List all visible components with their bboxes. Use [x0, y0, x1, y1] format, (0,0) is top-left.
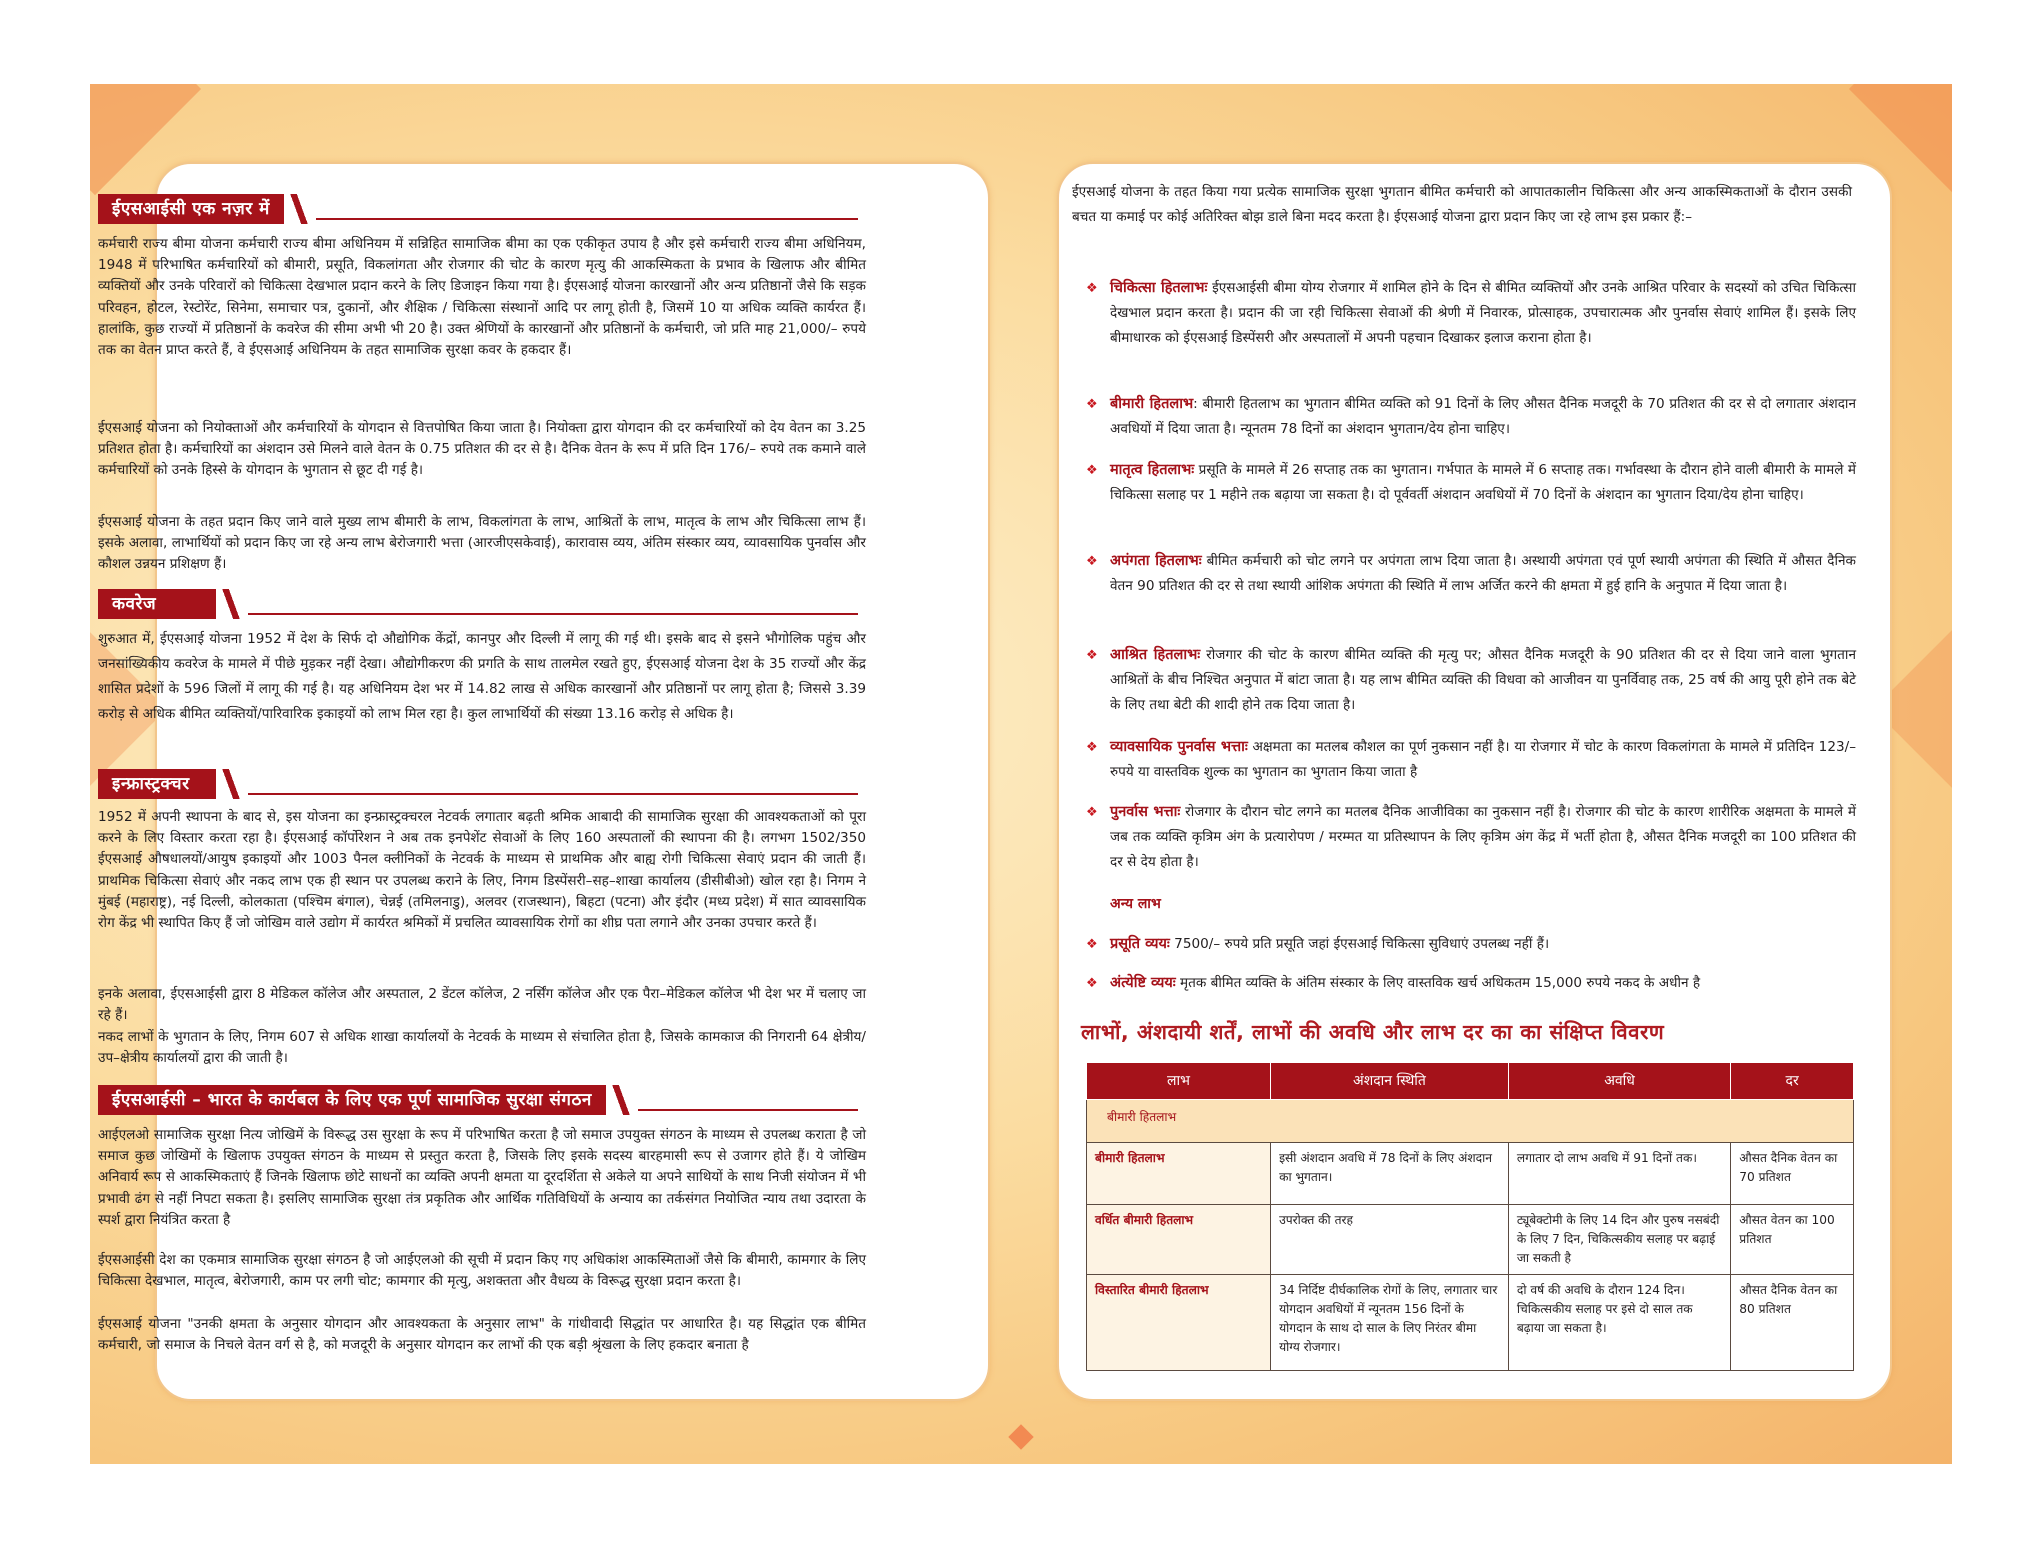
other-benefit-confinement	[1086, 932, 1856, 957]
heading-slash-decoration	[220, 589, 242, 619]
section-heading-overview	[98, 194, 858, 224]
diamond-bullet-icon: ❖	[1086, 648, 1098, 663]
diamond-bullet-icon: ❖	[1086, 805, 1098, 820]
other-benefit-funeral	[1086, 971, 1856, 996]
diamond-bullet-icon: ❖	[1086, 740, 1098, 755]
benefit-title: अपंगता हितलाभः	[1110, 553, 1202, 569]
benefit-text: अक्षमता का मतलब कौशल का पूर्ण नुकसान नहीं है। या रोजगार में चोट के कारण विकलांगता के मामले में प्रतिदिन 123/– रुपये या वास्तविक शुल्क का भुगतान का भुगतान किया जाता है	[1110, 739, 1856, 780]
table-cell: बीमारी हितलाभ	[1087, 1143, 1271, 1205]
coverage-paragraph: शुरुआत में, ईएसआई योजना 1952 में देश के सिर्फ दो औद्योगिक केंद्रों, कानपुर और दिल्ली में लागू की गई थी। इसके बाद से इसने भौगोलिक पहुंच और जनसांख्यिकीय कवरेज के मामले में पीछे मुड़कर नहीं देखा। औद्योगीकरण की प्रगति के साथ तालमेल रखते हुए, ईएसआई योजना देश के 35 राज्यों और केंद्र शासित प्रदेशों के 596 जिलों में लागू की गई है। यह अधिनियम देश भर में 14.82 लाख से अधिक कारखानों और प्रतिष्ठानों पर लागू होता है; जिससे 3.39 करोड़ से अधिक बीमित व्यक्तियों/पारिवारिक इकाइयों को लाभ मिल रहा है। कुल लाभार्थियों की संख्या 13.16 करोड़ से अधिक है।	[98, 631, 866, 722]
table-cell: दो वर्ष की अवधि के दौरान 124 दिन। चिकित्सकीय सलाह पर इसे दो साल तक बढ़ाया जा सकता है।	[1508, 1275, 1730, 1371]
heading-rule	[316, 218, 858, 220]
benefit-item-disablement	[1086, 549, 1856, 599]
benefit-item-dependants	[1086, 643, 1856, 718]
section-heading-infrastructure	[98, 769, 858, 799]
table-row	[1087, 1205, 1854, 1275]
benefit-title: व्यावसायिक पुनर्वास भत्ताः	[1110, 739, 1248, 755]
diamond-bullet-icon: ❖	[1086, 554, 1098, 569]
benefit-title: आश्रित हितलाभः	[1110, 647, 1201, 663]
benefit-item-vocational-rehab	[1086, 735, 1856, 785]
column-header: अंशदान स्थिति	[1271, 1063, 1509, 1100]
benefit-text: ईएसआईसी बीमा योग्य रोजगार में शामिल होने के दिन से बीमित व्यक्तियों और उनके आश्रित परिवार के सदस्यों को उचित चिकित्सा देखभाल प्रदान करता है। प्रदान की जा रही चिकित्सा सेवाओं की श्रेणी में निवारक, प्रोत्साहक, उपचारात्मक और पुनर्वास सेवाएं शामिल हैं। इसके लिए बीमाधारक को ईएसआई डिस्पेंसरी और अस्पतालों में अपनी पहचान दिखाकर इलाज कराना होता है।	[1110, 280, 1856, 346]
heading-label: कवरेज	[98, 589, 216, 619]
table-header-row	[1087, 1063, 1854, 1100]
table-cell: 34 निर्दिष्ट दीर्घकालिक रोगों के लिए, लगातार चार योगदान अवधियों में न्यूनतम 156 दिनों के योगदान के साथ दो साल के लिए निरंतर बीमा योग्य रोजगार।	[1271, 1275, 1509, 1371]
diamond-bullet-icon: ❖	[1086, 463, 1098, 478]
overview-paragraph-3: ईएसआई योजना के तहत प्रदान किए जाने वाले मुख्य लाभ बीमारी के लाभ, विकलांगता के लाभ, आश्रितों के लाभ, मातृत्व के लाभ और चिकित्सा लाभ हैं। इसके अलावा, लाभार्थियों को प्रदान किए जा रहे अन्य लाभ बेरोजगारी भत्ता (आरजीएसकेवाई), कारावास व्यय, अंतिम संस्कार व्यय, व्यावसायिक पुनर्वास और कौशल उन्नयन प्रशिक्षण हैं।	[98, 514, 866, 573]
benefit-title: प्रसूति व्ययः	[1110, 936, 1170, 952]
heading-label: ईएसआईसी – भारत के कार्यबल के लिए एक पूर्ण सामाजिक सुरक्षा संगठन	[98, 1085, 606, 1115]
group-label: बीमारी हितलाभ	[1087, 1100, 1854, 1143]
social-security-paragraph-1: आईएलओ सामाजिक सुरक्षा नित्य जोखिमें के विरूद्ध उस सुरक्षा के रूप में परिभाषित करता है जो समाज उपयुक्त संगठन के माध्यम से उपलब्ध कराता है जो समाज कुछ जोखिमों के खिलाफ उपयुक्त संगठन के माध्यम से प्रस्तुत करता है, जिसके लिए इसके सदस्य बारहमासी रूप से उजागर होते हैं। ये जोखिम अनिवार्य रूप से आकस्मिकताएं हैं जिनके खिलाफ छोटे साधनों का व्यक्ति अपनी क्षमता या दूरदर्शिता से अकेले या अपने साथियों के साथ निजी संयोजन में भी प्रभावी ढंग से नहीं निपटा सकता है। इसलिए सामाजिक सुरक्षा तंत्र प्रकृतिक और आर्थिक गतिविधियों के अन्याय का तर्कसंगत नियोजित न्याय तथा उदारता के स्पर्श द्वारा नियंत्रित करता है	[98, 1127, 866, 1228]
benefit-title: चिकित्सा हितलाभः	[1110, 280, 1208, 296]
column-header: अवधि	[1508, 1063, 1730, 1100]
heading-slash-decoration	[610, 1085, 632, 1115]
benefit-item-sickness	[1086, 392, 1856, 442]
infrastructure-paragraph-2: इनके अलावा, ईएसआईसी द्वारा 8 मेडिकल कॉलेज और अस्पताल, 2 डेंटल कॉलेज, 2 नर्सिंग कॉलेज और एक पैरा–मेडिकल कॉलेज भी देश भर में चलाए जा रहे हैं।	[98, 986, 866, 1024]
heading-rule	[248, 793, 858, 795]
diamond-bullet-icon: ❖	[1086, 397, 1098, 412]
section-heading-coverage	[98, 589, 858, 619]
benefit-text: बीमित कर्मचारी को चोट लगने पर अपंगता लाभ दिया जाता है। अस्थायी अपंगता एवं पूर्ण स्थायी अपंगता की स्थिति में औसत दैनिक वेतन 90 प्रतिशत की दर से तथा स्थायी आंशिक अपंगता की स्थिति में लाभ अर्जित करने की क्षमता में हुई हानि के अनुपात में दिया जाता है।	[1110, 553, 1856, 594]
social-security-paragraph-3: ईएसआई योजना "उनकी क्षमता के अनुसार योगदान और आवश्यकता के अनुसार लाभ" के गांधीवादी सिद्धांत पर आधारित है। यह सिद्धांत एक बीमित कर्मचारी, जो समाज के निचले वेतन वर्ग से है, को मजदूरी के अनुसार योगदान कर लाभों की एक बड़ी श्रृंखला के लिए हकदार बनाता है	[98, 1316, 866, 1354]
table-row	[1087, 1275, 1854, 1371]
diamond-bullet-icon: ❖	[1086, 281, 1098, 296]
section-heading-social-security	[98, 1085, 858, 1115]
benefit-text: मृतक बीमित व्यक्ति के अंतिम संस्कार के लिए वास्तविक खर्च अधिकतम 15,000 रुपये नकद के अधीन है	[1175, 975, 1701, 991]
benefit-title: पुनर्वास भत्ताः	[1110, 804, 1181, 820]
table-cell: औसत दैनिक वेतन का 80 प्रतिशत	[1731, 1275, 1854, 1371]
social-security-paragraph-2: ईएसआईसी देश का एकमात्र सामाजिक सुरक्षा संगठन है जो आईएलओ की सूची में प्रदान किए गए अधिकांश आकस्मिताओं जैसे कि बीमारी, कामगार के लिए चिकित्सा देखभाल, मातृत्व, बेरोजगारी, काम पर लगी चोट; कामगार की मृत्यु, अशक्तता और वैधव्य के विरूद्ध सुरक्षा प्रदान करता है।	[98, 1252, 866, 1290]
overview-paragraph-1: कर्मचारी राज्य बीमा योजना कर्मचारी राज्य बीमा अधिनियम में सन्निहित सामाजिक बीमा का एक एकीकृत उपाय है और इसे कर्मचारी राज्य बीमा अधिनियम, 1948 में परिभाषित कर्मचारियों को बीमारी, प्रसूति, विकलांगता और रोजगार की चोट के कारण मृत्यु की आकस्मिकता के प्रभाव के खिलाफ और बीमित व्यक्तियों और उनके परिवारों को चिकित्सा देखभाल प्रदान करने के लिए डिजाइन किया गया है। ईएसआई योजना कारखानों और अन्य प्रतिष्ठानों जैसे कि सड़क परिवहन, होटल, रेस्टोरेंट, सिनेमा, समाचार पत्र, दुकानों, और शैक्षिक / चिकित्सा संस्थानों आदि पर लागू होती है, जिसमें 10 या अधिक व्यक्ति कार्यरत हैं। हालांकि, कुछ राज्यों में प्रतिष्ठानों के कवरेज की सीमा अभी भी 20 है। उक्त श्रेणियों के कारखानों और प्रतिष्ठानों के कर्मचारी, जो प्रति माह 21,000/– रुपये तक का वेतन प्राप्त करते हैं, वे ईएसआई अधिनियम के तहत सामाजिक सुरक्षा कवर के हकदार हैं।	[98, 236, 866, 359]
benefit-text: 7500/– रुपये प्रति प्रसूति जहां ईएसआई चिकित्सा सुविधाएं उपलब्ध नहीं हैं।	[1169, 936, 1550, 952]
benefit-item-maternity	[1086, 458, 1856, 508]
table-cell: विस्तारित बीमारी हितलाभ	[1087, 1275, 1271, 1371]
heading-rule	[638, 1109, 858, 1111]
heading-rule	[248, 613, 858, 615]
benefit-title: मातृत्व हितलाभः	[1110, 462, 1195, 478]
table-cell: लगातार दो लाभ अवधि में 91 दिनों तक।	[1508, 1143, 1730, 1205]
overview-paragraph-2: ईएसआई योजना को नियोक्ताओं और कर्मचारियों के योगदान से वित्तपोषित किया जाता है। नियोक्ता द्वारा योगदान की दर कर्मचारियों को देय वेतन का 3.25 प्रतिशत होता है। कर्मचारियों का अंशदान उसे मिलने वाले वेतन के 0.75 प्रतिशत की दर से है। दैनिक वेतन के रूप में प्रति दिन 176/– रुपये तक कमाने वाले कर्मचारियों को उनके हिस्से के योगदान के भुगतान से छूट दी गई है।	[98, 420, 866, 479]
infrastructure-paragraph-3: नकद लाभों के भुगतान के लिए, निगम 607 से अधिक शाखा कार्यालयों के नेटवर्क के माध्यम से संचालित होता है, जिसके कामकाज की निगरानी 64 क्षेत्रीय/उप–क्षेत्रीय कार्यालयों द्वारा की जाती है।	[98, 1029, 866, 1067]
benefit-text: प्रसूति के मामले में 26 सप्ताह तक का भुगतान। गर्भपात के मामले में 6 सप्ताह तक। गर्भावस्था के दौरान होने वाली बीमारी के मामले में चिकित्सा सलाह पर 1 महीने तक बढ़ाया जा सकता है। दो पूर्ववर्ती अंशदान अवधियों में 70 दिनों के अंशदान का भुगतान दिया/देय होना चाहिए।	[1110, 462, 1856, 503]
table-cell: इसी अंशदान अवधि में 78 दिनों के लिए अंशदान का भुगतान।	[1271, 1143, 1509, 1205]
benefit-title: बीमारी हितलाभ	[1110, 396, 1194, 412]
heading-label: इन्फ्रास्ट्रक्चर	[98, 769, 216, 799]
benefits-intro: ईएसआई योजना के तहत किया गया प्रत्येक सामाजिक सुरक्षा भुगतान बीमित कर्मचारी को आपातकालीन चिकित्सा और अन्य आकस्मिकताओं के दौरान उसकी बचत या कमाई पर कोई अतिरिक्त बोझ डाले बिना मदद करता है। ईएसआई योजना द्वारा प्रदान किए जा रहे लाभ इस प्रकार हैं:–	[1072, 184, 1852, 225]
column-header: लाभ	[1087, 1063, 1271, 1100]
table-row	[1087, 1143, 1854, 1205]
other-benefits-heading: अन्य लाभ	[1110, 896, 1161, 912]
benefit-text: : बीमारी हितलाभ का भुगतान बीमित व्यक्ति को 91 दिनों के लिए औसत दैनिक मजदूरी के 70 प्रतिशत की दर से दो लगातार अंशदान अवधियों में दिया जाता है। न्यूनतम 78 दिनों का अंशदान भुगतान/देय होना चाहिए।	[1110, 396, 1856, 437]
table-cell: वर्धित बीमारी हितलाभ	[1087, 1205, 1271, 1275]
benefit-text: रोजगार के दौरान चोट लगने का मतलब दैनिक आजीविका का नुकसान नहीं है। रोजगार की चोट के कारण शारीरिक अक्षमता के मामले में जब तक व्यक्ति कृत्रिम अंग के प्रत्यारोपण / मरम्मत या प्रतिस्थापन के लिए कृत्रिम अंग केंद्र में भर्ती होता है, औसत दैनिक मजदूरी का 100 प्रतिशत की दर से देय होता है।	[1110, 804, 1856, 870]
table-group-row	[1087, 1100, 1854, 1143]
heading-label: ईएसआईसी एक नज़र में	[98, 194, 284, 224]
diamond-bullet-icon: ❖	[1086, 976, 1098, 991]
benefits-table-title: लाभों, अंशदायी शर्तें, लाभों की अवधि और लाभ दर का का संक्षिप्त विवरण	[1081, 1020, 1665, 1044]
heading-slash-decoration	[220, 769, 242, 799]
table-cell: औसत दैनिक वेतन का 70 प्रतिशत	[1731, 1143, 1854, 1205]
benefit-title: अंत्येष्टि व्ययः	[1110, 975, 1176, 991]
table-cell: उपरोक्त की तरह	[1271, 1205, 1509, 1275]
table-cell: ट्यूबेक्टोमी के लिए 14 दिन और पुरुष नसबंदी के लिए 7 दिन, चिकित्सकीय सलाह पर बढ़ाई जा सकती है	[1508, 1205, 1730, 1275]
heading-slash-decoration	[288, 194, 310, 224]
benefits-summary-table	[1086, 1062, 1854, 1371]
infrastructure-paragraph-1: 1952 में अपनी स्थापना के बाद से, इस योजना का इन्फ्रास्ट्रक्चरल नेटवर्क लगातार बढ़ती श्रमिक आबादी की सामाजिक सुरक्षा की आवश्यकताओं को पूरा करने के लिए विस्तार करता रहा है। ईएसआई कॉर्पोरेशन ने अब तक इनपेशेंट सेवाओं के लिए 160 अस्पतालों की स्थापना की है। लगभग 1502/350 ईएसआई औषधालयों/आयुष इकाइयों और 1003 पैनल क्लीनिकों के नेटवर्क के माध्यम से प्राथमिक और बाह्य रोगी चिकित्सा सेवाएं प्रदान की जाती हैं। प्राथमिक चिकित्सा सेवाएं और नकद लाभ एक ही स्थान पर उपलब्ध कराने के लिए, निगम डिस्पेंसरी–सह–शाखा कार्यालय (डीसीबीओ) खोल रहा है। निगम ने मुंबई (महाराष्ट्र), नई दिल्ली, कोलकाता (पश्चिम बंगाल), चेन्नई (तमिलनाडु), अलवर (राजस्थान), बिहटा (पटना) और इंदौर (मध्य प्रदेश) में सात व्यावसायिक रोग केंद्र भी स्थापित किए हैं जो जोखिम वाले उद्योग में कार्यरत श्रमिकों में प्रचलित व्यावसायिक रोगों का शीघ्र पता लगाने और उनका उपचार करते हैं।	[98, 809, 866, 932]
benefit-item-medical	[1086, 276, 1856, 351]
benefit-text: रोजगार की चोट के कारण बीमित व्यक्ति की मृत्यु पर; औसत दैनिक मजदूरी के 90 प्रतिशत की दर से दिया जाने वाला भुगतान आश्रितों के बीच निश्चित अनुपात में बांटा जाता है। यह लाभ बीमित व्यक्ति की विधवा को आजीवन या पुनर्विवाह तक, 25 वर्ष की आयु पूरी होने तक बेटे के लिए तथा बेटी की शादी होने तक दिया जाता है।	[1110, 647, 1856, 713]
diamond-bullet-icon: ❖	[1086, 937, 1098, 952]
benefit-item-rehab-allowance	[1086, 800, 1856, 875]
table-cell: औसत वेतन का 100 प्रतिशत	[1731, 1205, 1854, 1275]
column-header: दर	[1731, 1063, 1854, 1100]
